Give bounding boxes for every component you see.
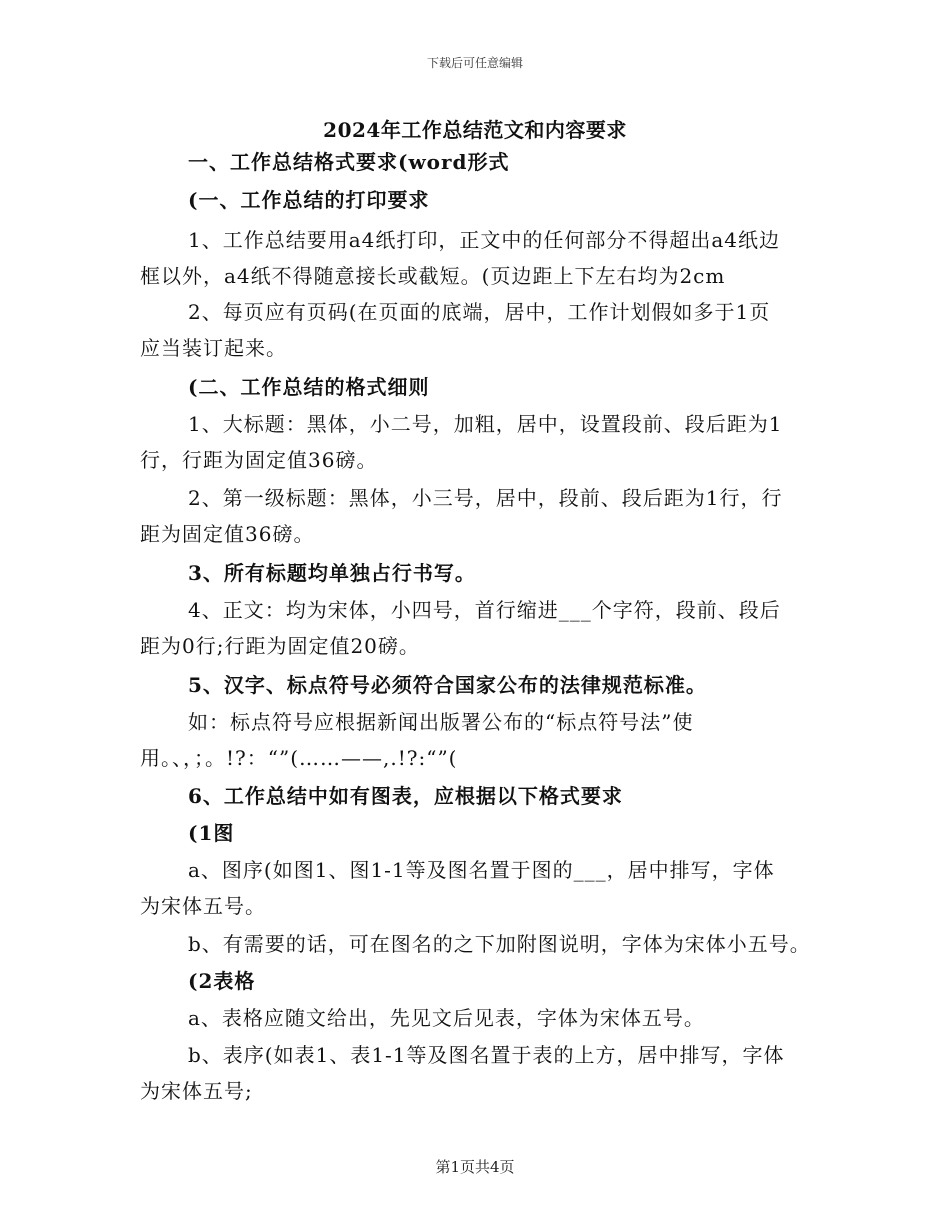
paragraph-line: 4、正文：均为宋体，小四号，首行缩进___个字符，段前、段后 [188,598,781,622]
paragraph-line: a、图序(如图1、图1-1等及图名置于图的___，居中排写，字体 [188,858,775,882]
page-number-footer: 第1页共4页 [435,1158,515,1176]
subheading-figure: (1图 [188,821,235,845]
heading-level1-format: 一、工作总结格式要求(word形式 [188,150,510,174]
paragraph-line: a、表格应随文给出，先见文后见表，字体为宋体五号。 [188,1006,705,1030]
paragraph-line: 2、第一级标题：黑体，小三号，居中，段前、段后距为1行，行 [188,486,783,510]
paragraph-line: 为宋体五号。 [140,894,266,918]
subheading-table: (2表格 [188,969,256,993]
paragraph-line: 距为0行;行距为固定值20磅。 [140,634,420,658]
paragraph-line: 如：标点符号应根据新闻出版署公布的“标点符号法”使 [188,710,694,734]
paragraph-line: 距为固定值36磅。 [140,522,315,546]
paragraph-line: 2、每页应有页码(在页面的底端，居中，工作计划假如多于1页 [188,300,771,324]
paragraph-line: b、有需要的话，可在图名的之下加附图说明，字体为宋体小五号。 [188,932,811,956]
bold-rule-line: 6、工作总结中如有图表，应根据以下格式要求 [188,784,623,808]
bold-rule-line: 3、所有标题均单独占行书写。 [188,561,476,585]
paragraph-line: b、表序(如表1、表1-1等及图名置于表的上方，居中排写，字体 [188,1043,785,1067]
heading-print-requirements: (一、工作总结的打印要求 [188,188,430,212]
document-title: 2024年工作总结范文和内容要求 [323,118,627,142]
bold-rule-line: 5、汉字、标点符号必须符合国家公布的法律规范标准。 [188,673,707,697]
paragraph-line: 框以外，a4纸不得随意接长或截短。(页边距上下左右均为2cm [140,264,726,288]
paragraph-line: 用。、，；。!?：“”(……——,.!?:“”( [140,746,458,770]
paragraph-line: 应当装订起来。 [140,336,287,360]
paragraph-line: 1、大标题：黑体，小二号，加粗，居中，设置段前、段后距为1 [188,412,783,436]
header-note: 下载后可任意编辑 [426,56,523,70]
heading-format-rules: (二、工作总结的格式细则 [188,375,430,399]
paragraph-line: 1、工作总结要用a4纸打印，正文中的任何部分不得超出a4纸边 [188,228,781,252]
paragraph-line: 行，行距为固定值36磅。 [140,448,378,472]
paragraph-line: 为宋体五号; [140,1079,253,1103]
